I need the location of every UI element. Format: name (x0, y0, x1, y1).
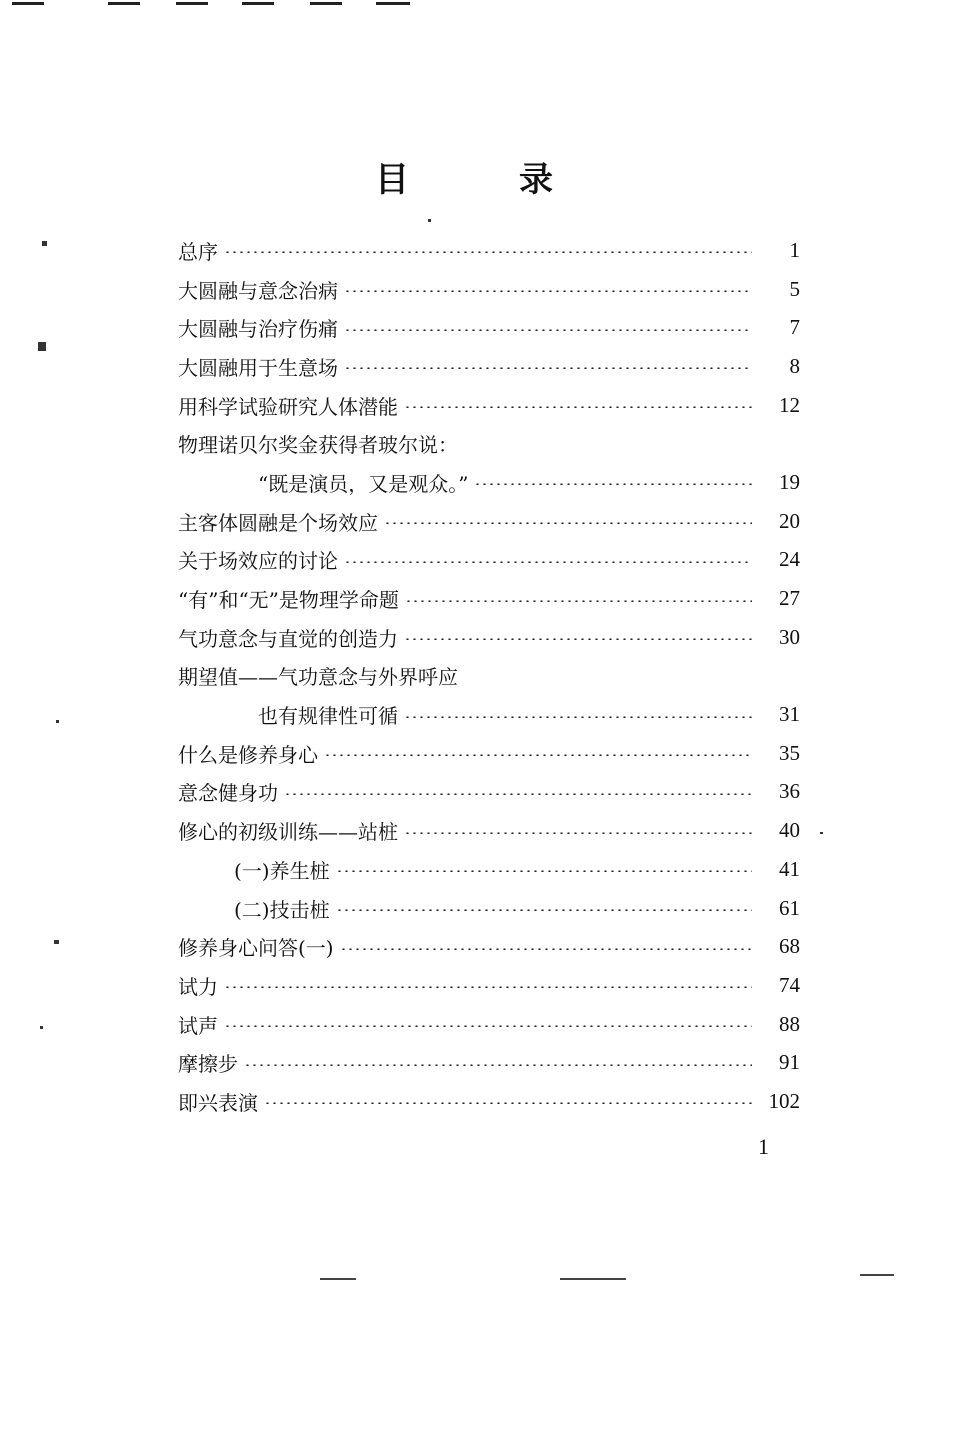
toc-entry-page: 74 (779, 972, 800, 997)
toc-entry-page: 27 (779, 586, 800, 611)
toc-entry-page: 7 (789, 315, 800, 340)
toc-entry-page: 40 (779, 818, 800, 843)
toc-entry-page: 12 (779, 392, 800, 417)
toc-entry-title: 总序 (178, 239, 218, 264)
toc-entry-page: 5 (789, 276, 800, 301)
toc-leader-dots (284, 793, 752, 795)
toc-entry (178, 579, 800, 618)
page-number: 1 (758, 1134, 769, 1159)
toc-entry (178, 657, 800, 696)
toc-entry-title: 摩擦步 (178, 1052, 238, 1077)
toc-leader-dots (224, 986, 752, 988)
toc-entry (178, 811, 800, 850)
toc-entry (178, 541, 800, 580)
toc-entry-title: 试力 (178, 974, 218, 999)
toc-entry (178, 927, 800, 966)
toc-leader-dots (244, 1064, 752, 1066)
toc-entry (178, 463, 800, 502)
toc-entry-page: 35 (779, 740, 800, 765)
toc-entry-page: 36 (779, 779, 800, 804)
scan-speck (38, 342, 46, 351)
toc-entry-page: 30 (779, 624, 800, 649)
toc-leader-dots (404, 638, 752, 640)
toc-leader-dots (336, 870, 752, 872)
toc-entry-page: 8 (789, 353, 800, 378)
toc-entry-title: 大圆融与治疗伤痛 (178, 317, 338, 342)
toc-entry-title: 大圆融用于生意场 (178, 355, 338, 380)
toc-entry-page: 41 (779, 856, 800, 881)
scan-speck (40, 1026, 43, 1029)
toc-entry-title: 意念健身功 (178, 781, 278, 806)
toc-leader-dots (405, 600, 752, 602)
toc-entry-page: 24 (779, 547, 800, 572)
toc-entry (178, 502, 800, 541)
toc-entry-page: 61 (779, 895, 800, 920)
toc-entry (178, 734, 800, 773)
toc-entry-title: 修心的初级训练——站桩 (178, 820, 398, 845)
toc-leader-dots (344, 329, 752, 331)
scan-speck (54, 940, 59, 944)
toc-entry-title: (二)技击桩 (234, 897, 330, 922)
toc-entry-page: 68 (779, 934, 800, 959)
toc-entry (178, 1005, 800, 1044)
toc-leader-dots (384, 522, 752, 524)
toc-leader-dots (264, 1102, 752, 1104)
toc-leader-dots (404, 716, 752, 718)
toc-entry-title: 主客体圆融是个场效应 (178, 510, 378, 535)
toc-leader-dots (340, 948, 752, 950)
toc-leader-dots (404, 832, 752, 834)
toc-leader-dots (224, 1025, 752, 1027)
toc-leader-dots (224, 251, 752, 253)
toc-leader-dots (474, 483, 752, 485)
toc-entry (178, 347, 800, 386)
toc-entry (178, 889, 800, 928)
scan-speck (428, 219, 431, 222)
scan-speck (56, 720, 59, 723)
toc-entry-title: 即兴表演 (178, 1090, 258, 1115)
toc-entry-title: (一)养生桩 (234, 858, 330, 883)
scan-speck (42, 241, 47, 246)
toc-leader-dots (336, 909, 752, 911)
toc-entry (178, 231, 800, 270)
toc-leader-dots (344, 561, 752, 563)
toc-entry-page: 20 (779, 508, 800, 533)
toc-entry-page: 91 (779, 1050, 800, 1075)
toc-entry-title: 用科学试验研究人体潜能 (178, 394, 398, 419)
toc-entry (178, 618, 800, 657)
toc-entry (178, 695, 800, 734)
toc-entry-title: 大圆融与意念治病 (178, 278, 338, 303)
toc-entry (178, 773, 800, 812)
table-of-contents (178, 231, 800, 1121)
toc-entry-page: 1 (789, 237, 800, 262)
toc-leader-dots (344, 367, 752, 369)
scan-speck (820, 832, 823, 834)
toc-entry-title: 修养身心问答(一) (178, 936, 334, 961)
toc-leader-dots (324, 754, 752, 756)
toc-entry-title: “既是演员，又是观众。” (258, 471, 469, 496)
toc-entry-title: 也有规律性可循 (258, 704, 398, 729)
toc-leader-dots (344, 290, 752, 292)
toc-entry (178, 424, 800, 463)
toc-entry (178, 270, 800, 309)
toc-entry-title: “有”和“无”是物理学命题 (178, 588, 399, 613)
toc-entry (178, 1082, 800, 1121)
toc-entry (178, 308, 800, 347)
toc-entry-title: 什么是修养身心 (178, 742, 318, 767)
toc-entry-page: 102 (768, 1088, 800, 1113)
toc-entry-title: 物理诺贝尔奖金获得者玻尔说： (178, 433, 458, 458)
toc-leader-dots (404, 406, 752, 408)
toc-entry (178, 1043, 800, 1082)
page-title: 目 录 (375, 160, 591, 200)
toc-entry-title: 气功意念与直觉的创造力 (178, 626, 398, 651)
toc-entry-page: 31 (779, 702, 800, 727)
toc-entry (178, 850, 800, 889)
toc-entry (178, 966, 800, 1005)
toc-entry-title: 关于场效应的讨论 (178, 549, 338, 574)
toc-entry-title: 试声 (178, 1013, 218, 1038)
toc-entry-page: 88 (779, 1011, 800, 1036)
toc-entry-title: 期望值——气功意念与外界呼应 (178, 665, 458, 690)
toc-entry (178, 386, 800, 425)
toc-entry-page: 19 (779, 469, 800, 494)
